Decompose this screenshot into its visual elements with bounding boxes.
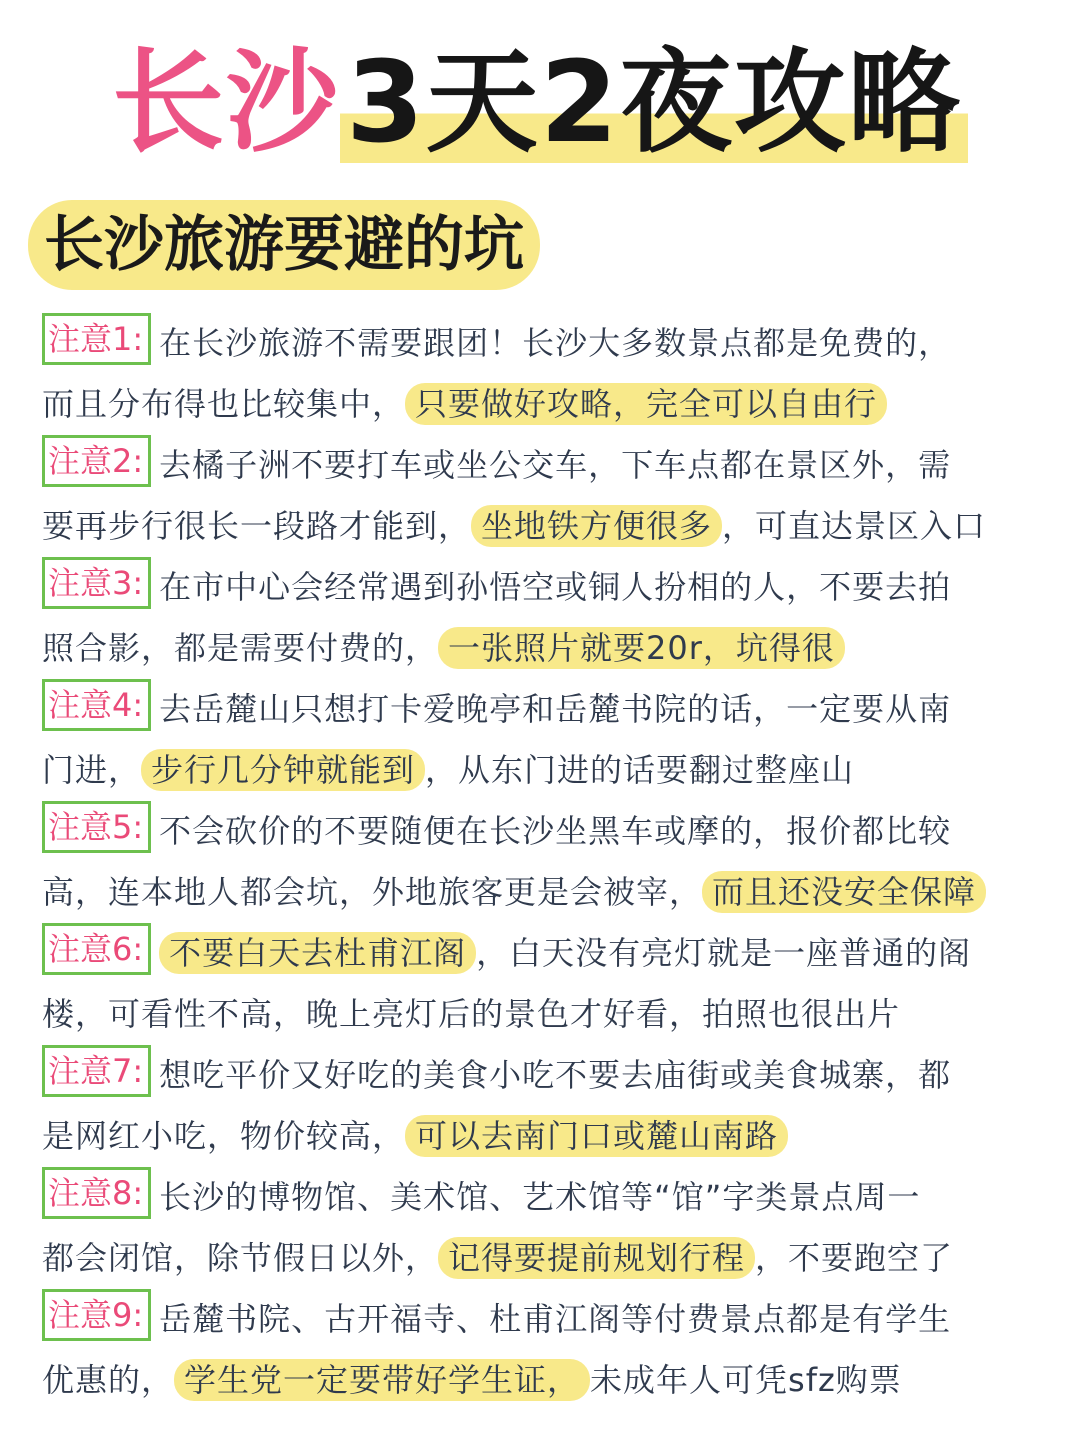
page-title [0, 28, 1080, 178]
note-text: ，可直达景区入口 [722, 507, 987, 545]
note-tag: 注意9: [42, 1289, 151, 1341]
note-text: 长沙的博物馆、美术馆、艺术馆等“馆”字类景点周一 [159, 1178, 921, 1216]
note-text: 在市中心会经常遇到孙悟空或铜人扮相的人，不要去拍 [159, 568, 952, 606]
note-tag: 注意7: [42, 1045, 151, 1097]
note-text: 岳麓书院、古开福寺、杜甫江阁等付费景点都是有学生 [159, 1300, 952, 1338]
note-item [42, 1289, 1052, 1411]
note-text: 是网红小吃，物价较高， [42, 1117, 406, 1155]
note-tag: 注意6: [42, 923, 151, 975]
note-text: 去岳麓山只想打卡爱晚亭和岳麓书院的话，一定要从南 [159, 690, 952, 728]
note-highlight: 坐地铁方便很多 [471, 505, 722, 547]
note-item [42, 801, 1052, 923]
note-text: 想吃平价又好吃的美食小吃不要去庙街或美食城寨，都 [159, 1056, 952, 1094]
note-highlight: 可以去南门口或麓山南路 [405, 1115, 788, 1157]
note-text: 而且分布得也比较集中， [42, 385, 406, 423]
note-tag: 注意1: [42, 313, 151, 365]
note-item [42, 1045, 1052, 1167]
title-city: 长沙 [112, 38, 341, 168]
subtitle-container [28, 200, 540, 290]
note-text: 高，连本地人都会坑，外地旅客更是会被宰， [42, 873, 703, 911]
note-tag: 注意2: [42, 435, 151, 487]
notes-list [42, 313, 1052, 1411]
note-tag: 注意5: [42, 801, 151, 853]
note-highlight: 而且还没安全保障 [702, 871, 986, 913]
note-item [42, 435, 1052, 557]
note-highlight: 只要做好攻略，完全可以自由行 [405, 383, 887, 425]
note-text: 去橘子洲不要打车或坐公交车，下车点都在景区外，需 [159, 446, 952, 484]
note-tag: 注意4: [42, 679, 151, 731]
note-highlight: 学生党一定要带好学生证， [174, 1359, 590, 1401]
note-text: ，从东门进的话要翻过整座山 [425, 751, 855, 789]
note-item [42, 923, 1052, 1045]
note-tag: 注意3: [42, 557, 151, 609]
note-item [42, 313, 1052, 435]
note-text: 优惠的， [42, 1361, 175, 1399]
note-text: 照合影，都是需要付费的， [42, 629, 439, 667]
note-highlight: 不要白天去杜甫江阁 [159, 932, 476, 974]
note-text: ，不要跑空了 [755, 1239, 954, 1277]
note-text: 楼，可看性不高，晚上亮灯后的景色才好看，拍照也很出片 [42, 995, 901, 1033]
note-text: 要再步行很长一段路才能到， [42, 507, 472, 545]
note-text: 不会砍价的不要随便在长沙坐黑车或摩的，报价都比较 [159, 812, 952, 850]
note-text: 门进， [42, 751, 142, 789]
note-text: 在长沙旅游不需要跟团！长沙大多数景点都是免费的， [159, 324, 952, 362]
subtitle: 长沙旅游要避的坑 [28, 200, 540, 290]
note-text: ，白天没有亮灯就是一座普通的阁 [476, 934, 972, 972]
title-duration: 3天2夜攻略 [340, 38, 968, 168]
note-tag: 注意8: [42, 1167, 151, 1219]
note-text: 都会闭馆，除节假日以外， [42, 1239, 439, 1277]
note-highlight: 一张照片就要20r，坑得很 [438, 627, 845, 669]
note-highlight: 记得要提前规划行程 [438, 1237, 755, 1279]
note-item [42, 557, 1052, 679]
note-item [42, 1167, 1052, 1289]
note-item [42, 679, 1052, 801]
note-highlight: 步行几分钟就能到 [141, 749, 425, 791]
note-text: 未成年人可凭sfz购票 [590, 1361, 902, 1399]
